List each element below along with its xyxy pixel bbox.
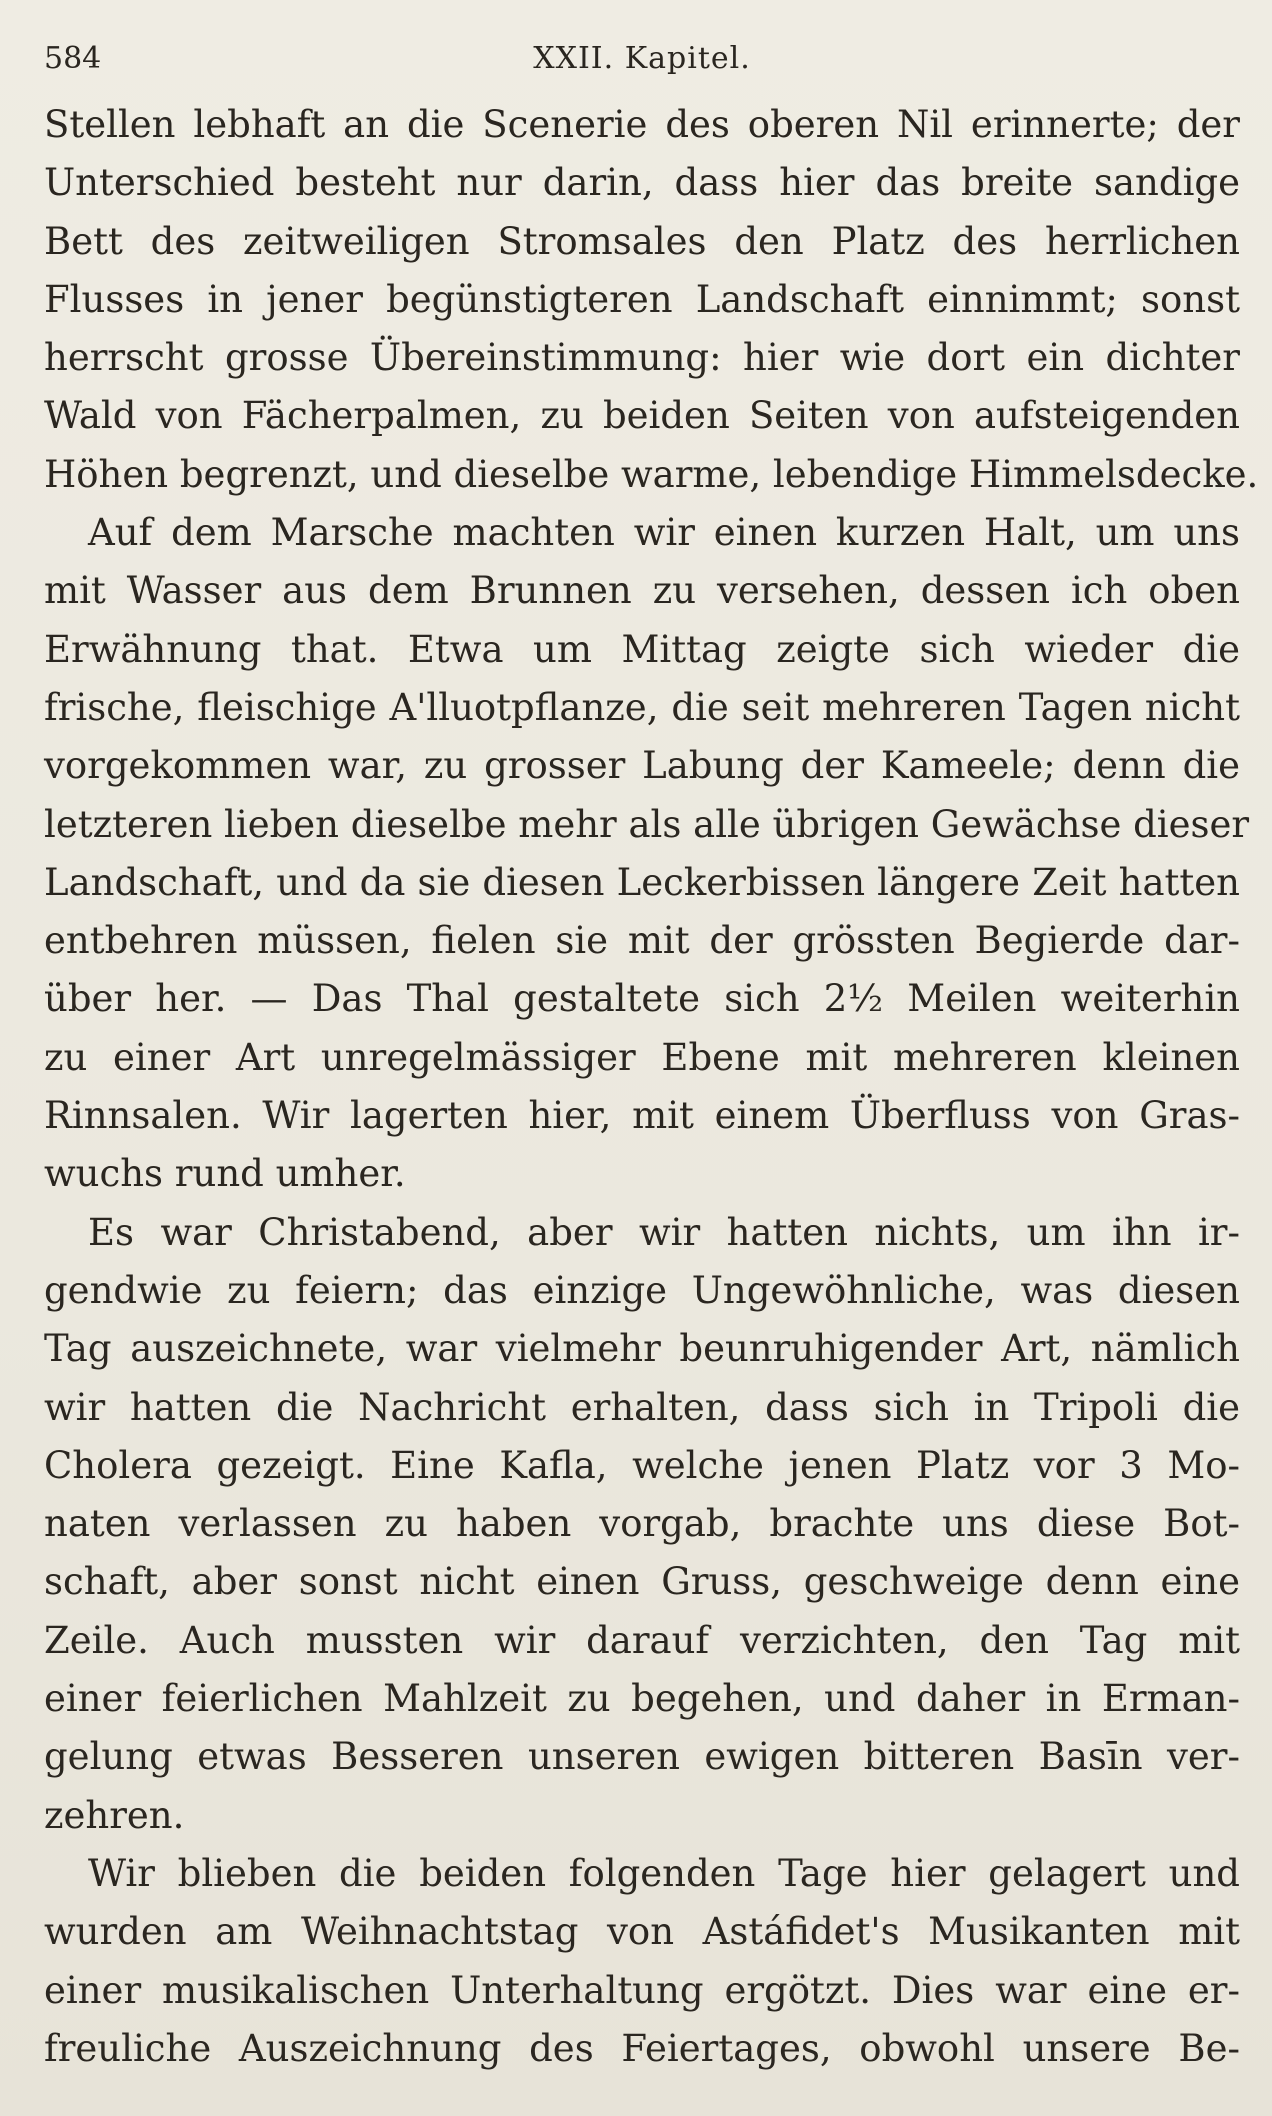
page-body	[44, 96, 1259, 2078]
text-line: entbehren müssen, fielen sie mit der grössten Begierde dar-	[44, 919, 1240, 963]
text-line: freuliche Auszeichnung des Feiertages, obwohl unsere Be-	[44, 2026, 1240, 2070]
running-head: XXII. Kapitel.	[533, 41, 751, 76]
text-line: gelung etwas Besseren unseren ewigen bitteren Basīn ver-	[44, 1735, 1240, 1779]
text-line: Wald von Fächerpalmen, zu beiden Seiten von aufsteigenden	[44, 394, 1240, 438]
text-line: Rinnsalen. Wir lagerten hier, mit einem Überfluss von Gras-	[44, 1094, 1240, 1138]
text-line: Cholera gezeigt. Eine Kafla, welche jenen Platz vor 3 Mo-	[44, 1443, 1240, 1487]
text-line: Höhen begrenzt, und dieselbe warme, lebendige Himmelsdecke.	[44, 452, 1259, 496]
page-header	[44, 32, 1240, 86]
text-line: naten verlassen zu haben vorgab, brachte uns diese Bot-	[44, 1502, 1240, 1546]
text-line: vorgekommen war, zu grosser Labung der Kameele; denn die	[44, 744, 1240, 788]
page-number: 584	[44, 41, 102, 76]
text-line: Zeile. Auch mussten wir darauf verzichten, den Tag mit	[44, 1618, 1240, 1662]
paragraph	[44, 1845, 1240, 2078]
paragraph	[44, 504, 1250, 1204]
text-line: einer feierlichen Mahlzeit zu begehen, und daher in Erman-	[44, 1677, 1240, 1721]
text-line: zehren.	[44, 1793, 185, 1837]
text-line: Tag auszeichnete, war vielmehr beunruhigender Art, nämlich	[44, 1327, 1240, 1371]
text-line: wuchs rund umher.	[44, 1152, 406, 1196]
text-line: Flusses in jener begünstigteren Landschaft einnimmt; sonst	[44, 277, 1240, 321]
text-line: über her. — Das Thal gestaltete sich 2½ Meilen weiterhin	[44, 977, 1240, 1021]
text-line: wurden am Weihnachtstag von Astáfidet's Musikanten mit	[44, 1910, 1240, 1954]
text-line: einer musikalischen Unterhaltung ergötzt. Dies war eine er-	[44, 1968, 1240, 2012]
text-line: Wir blieben die beiden folgenden Tage hier gelagert und	[88, 1851, 1240, 1895]
text-line: schaft, aber sonst nicht einen Gruss, geschweige denn eine	[44, 1560, 1240, 1604]
paragraph	[44, 1204, 1240, 1845]
text-line: Stellen lebhaft an die Scenerie des oberen Nil erinnerte; der	[44, 103, 1240, 146]
text-line: Unterschied besteht nur darin, dass hier das breite sandige	[44, 161, 1240, 205]
text-line: Erwähnung that. Etwa um Mittag zeigte sich wieder die	[44, 627, 1240, 671]
text-line: herrscht grosse Übereinstimmung: hier wie dort ein dichter	[44, 336, 1240, 380]
text-line: Es war Christabend, aber wir hatten nichts, um ihn ir-	[88, 1210, 1240, 1254]
text-line: frische, fleischige A'lluotpflanze, die seit mehreren Tagen nicht	[44, 685, 1240, 729]
text-line: zu einer Art unregelmässiger Ebene mit mehreren kleinen	[44, 1035, 1240, 1079]
text-line: letzteren lieben dieselbe mehr als alle übrigen Gewächse dieser	[44, 802, 1250, 846]
text-line: mit Wasser aus dem Brunnen zu versehen, dessen ich oben	[44, 569, 1240, 613]
text-line: Auf dem Marsche machten wir einen kurzen Halt, um uns	[88, 511, 1240, 555]
paragraph	[44, 96, 1259, 504]
text-line: Landschaft, und da sie diesen Leckerbissen längere Zeit hatten	[44, 860, 1240, 904]
text-line: gendwie zu feiern; das einzige Ungewöhnliche, was diesen	[44, 1268, 1240, 1312]
text-line: Bett des zeitweiligen Stromsales den Platz des herrlichen	[44, 219, 1240, 263]
text-line: wir hatten die Nachricht erhalten, dass sich in Tripoli die	[44, 1385, 1240, 1429]
